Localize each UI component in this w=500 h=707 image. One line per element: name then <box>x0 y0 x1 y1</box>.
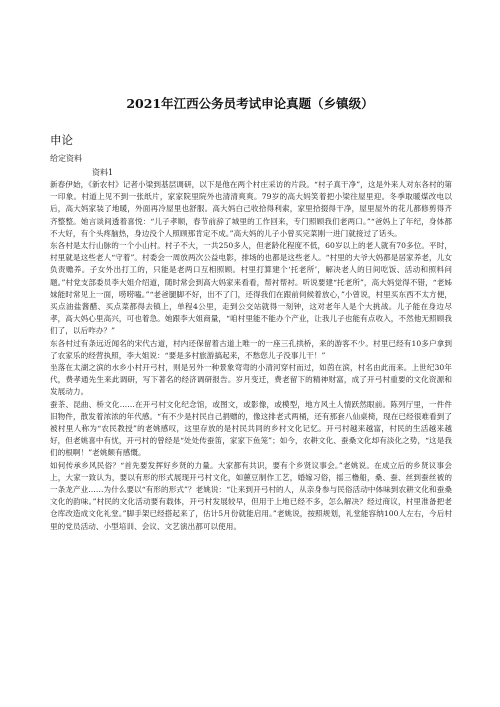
document-title: 2021年江西公务员考试申论真题（乡镇级） <box>126 96 374 111</box>
paragraph: 新春伊始，《新农村》记者小梁到基层调研，以下是他在两个村庄采访的片段。“村子真干净”，这是外来人对东各村的第一印象。村道上见不到一张纸片，家家院里院外也清清爽爽。79岁的高大妈笑着把小梁往屋里迎。冬季取暖煤改电以后，高大妈家装了地暖，外面再冷屋里也舒服。高大妈白己收拾得利索，家里拾掇得干净，屋里屋外的花儿都修剪得齐齐整整。她言谈间透着喜悦：“儿子孝顺，春节前辞了城里的工作回来，专门照顾我们老两口。”“爸妈上了年纪，身体都不大好，有个头疼脑热，身边没个人照顾那肯定不成。”高大妈的儿子小曾买完菜刚一进门就接过了话头。 <box>50 180 452 238</box>
paragraph: 东各村是太行山脉的一个小山村。村子不大，一共250多人，但老龄化程度不低，60岁以上的老人就有70多位。平时，村里就是这些老人“守着”。村委会一周放两次公益电影，排场的也都是这些老人。“村里的大爷大妈都是居家养老，儿女负责赡养。子女外出打工的，只能是老两口互相照顾。村里打算建个‘托老所’，解决老人的日间吃饭、活动和照料问题。”村党支部委员李大姐介绍道，随时常会到高大妈家来看看，帮衬帮衬。听说要建“托老所”，高大妈觉得不错，“老姊妹能时常见上一面，唠唠嗑。”“老爸腿脚不好，出不了门，还得我们在跟前伺候着放心，”小曾说，村里买东西不太方便，买点油盐酱醋、买点菜都得去镇上，单程4公里，走到公交站就得一刻钟，这对老年人是个大挑战。儿子能在身边尽孝，高大妈心里高兴，可也着急。她跟李大姐商量，“咱村里能不能办个产业，让我儿子也能有点收入，不然他无照顾我们了，以后咋办？” <box>50 241 452 336</box>
given-materials-heading: 给定资料 <box>50 154 82 163</box>
material-body <box>50 179 452 533</box>
paragraph: 坐落在太湖之滨的水乡小村开弓村，则是另外一种景象弯弯的小清河穿村而过，如茵在滨，村名由此而来。上世纪30年代，费孝通先生来此调研，写下著名的经济调研报告。岁月变迁，费老留下的精神财富，成了开弓村重要的文化资源和发展动力。 <box>50 363 452 397</box>
paragraph: 如何传承乡风民俗？“首先要发挥好乡贤的力量。大家都有共识，要有个乡贤议事会。”老姚说。在成立后的乡贤议事会上，大家一致认为，要以有形的形式展现开弓村文化，如蕙豆制作工艺，婚嫁习俗，摇三橹船，桑、蚕、丝到蚕丝被的一条龙产业……为什么要以“有形的形式”？老姚说：“让来到开弓村的人，从亲身参与民俗活动中体味到农耕文化和蚕桑文化的韵味。”村民的文化活动要有载体，开弓村发展较早，但用于上地已经不多，怎么解决？经过商议，村里准备把老仓库改造成文化礼堂。”脚手架已经搭起来了，估计5月份就能启用。”老姚说，按照规划，礼堂能容纳100人左右，今后村里的党员活动、小型培训、会议、文艺演出都可以使用。 <box>50 460 452 531</box>
material-label: 资料1 <box>92 168 114 177</box>
paragraph: 蚕茶、昆曲、桥文化……在开弓村文化纪念馆，或图文，或影像，或模型，地方风土人情跃然眼前。陈列厅里，一件件旧物件，散发着浓浓的年代感。“有不少是村民自己捐赠的，像这排老式两桶，还有那套八仙桌椅，现在已经很难看到了被村里人称为“农民教授”的老姚感叹，这里存放的是村民共同的乡村文化记忆。开弓村越来越富，村民的生活越来越好，但老姚喜中有忧，开弓村的曾经是“处处传蚕笛，家家下鱼笼”；如今，农耕文化、蚕桑文化却有淡化之势，“这是我们的根啊！”老姚颇有感慨。 <box>50 399 452 458</box>
section-heading: 申论 <box>50 133 73 147</box>
paragraph: 东各村过有条远近闻名的宋代古道，村内还保留着古道上唯一的一座三孔拱桥，来的游客不少。村里已经有10多户拿到了农家乐的经营执照，李大姐说：“要是多村旅游搞起来，不愁您儿子没事儿干！” <box>50 338 452 360</box>
